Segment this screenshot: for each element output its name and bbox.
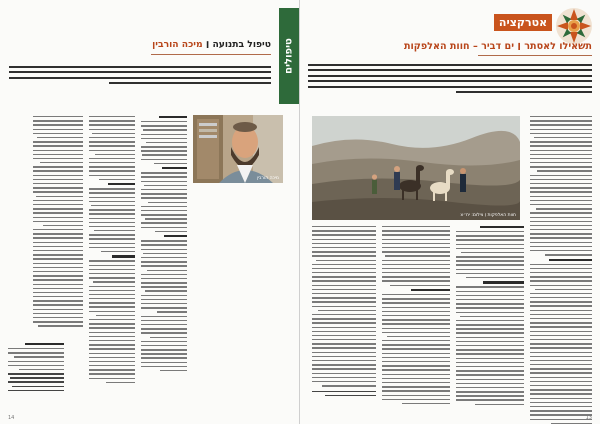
article-title: טיפול בתנועה ׀ מיכה הורבין — [152, 39, 271, 50]
body-column-1 — [530, 116, 592, 424]
title-prefix: טיפול בתנועה — [212, 39, 271, 50]
rosette-ornament-icon — [554, 6, 594, 46]
right-page — [300, 0, 600, 424]
alpaca-landscape-photo — [312, 116, 520, 220]
lead-paragraph — [308, 64, 592, 97]
body-column-1 — [141, 116, 187, 374]
body-column-4 — [312, 226, 376, 399]
body-column-2 — [89, 116, 135, 386]
section-label: טיפולים — [283, 38, 295, 74]
page-number: 14 — [8, 415, 15, 421]
therapist-photo-image — [193, 115, 283, 183]
body-column-3 — [33, 116, 83, 330]
therapist-photo — [193, 115, 283, 183]
article-title: תשאילו לאסתר ׀ ים דביר – חוות האלפקות — [403, 41, 592, 52]
contact-box — [8, 343, 64, 407]
byline — [308, 55, 592, 61]
body-column-3 — [382, 226, 450, 407]
alpaca-landscape-image — [312, 116, 520, 220]
page-number: 13 — [585, 415, 592, 421]
body-column-2 — [456, 226, 524, 408]
section-band-treatments — [279, 8, 299, 104]
photo-caption: מיכה הורבין — [256, 176, 279, 181]
byline — [151, 54, 271, 60]
lead-paragraph — [9, 66, 271, 88]
section-band-attraction: אטרקציה — [494, 14, 552, 31]
title-suffix: מיכה הורבין — [152, 39, 203, 50]
photo-caption: חוות האלפקות ׀ צילום: יח״צ — [460, 213, 516, 218]
